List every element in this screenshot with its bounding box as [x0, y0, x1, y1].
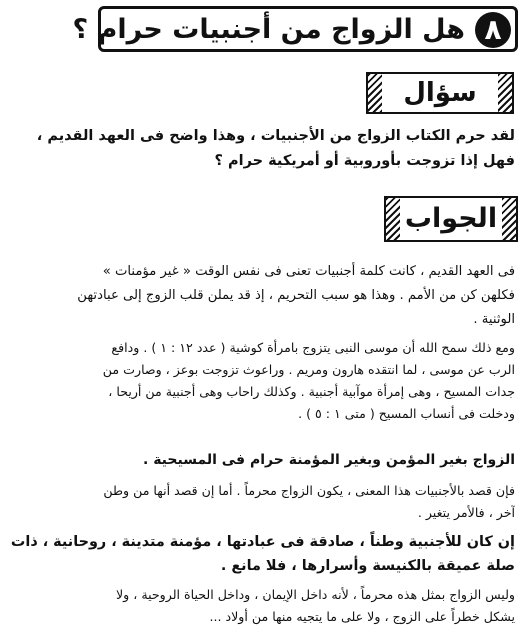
chapter-number-badge: ٨	[475, 12, 511, 48]
paragraph-line: الوثنية .	[473, 312, 515, 327]
paragraph-line: يشكل خطراً على الزوج ، ولا على ما يتجيه منها من أولاد ...	[209, 609, 515, 624]
answer-paragraph-emphasis	[5, 449, 515, 471]
paragraph-line: ومع ذلك سمح الله أن موسى النبى يتزوج بامرأة كوشية ( عدد ١٢ : ١ ) . ودافع	[111, 340, 515, 355]
hatch-decoration-left	[368, 74, 382, 112]
hatch-decoration-right	[498, 74, 512, 112]
paragraph-line: آخر ، فالأمر يتغير .	[417, 505, 515, 520]
paragraph-line: الرب عن موسى ، لما انتقده هارون ومريم . وراعوث تزوجت بوعز ، وصارت من	[102, 362, 515, 377]
question-line: فهل إذا تزوجت بأوروبية أو أمريكية حرام ؟	[214, 153, 515, 169]
answer-paragraph	[5, 260, 515, 332]
paragraph-line: الزواج بغير المؤمن وبغير المؤمنة حرام فى المسيحية .	[143, 452, 515, 468]
answer-paragraph	[5, 480, 515, 524]
paragraph-line: ودخلت فى أنساب المسيح ( متى ١ : ٥ ) .	[298, 406, 515, 421]
hatch-decoration-right	[502, 198, 516, 240]
paragraph-line: فى العهد القديم ، كانت كلمة أجنبيات تعنى فى نفس الوقت « غير مؤمنات »	[102, 264, 515, 279]
paragraph-line: جدات المسيح ، وهى إمرأة موآبية أجنبية . وكذلك راحاب وهى أجنبية من أريحا ،	[108, 384, 515, 399]
title-banner	[72, 6, 518, 52]
answer-paragraph	[5, 584, 515, 628]
paragraph-line: فإن قصد بالأجنبيات هذا المعنى ، يكون الزواج محرماً . أما إن قصد أنها من وطن	[103, 483, 515, 498]
paragraph-line: صلة عميقة بالكنيسة وأسرارها ، فلا مانع .	[220, 558, 515, 574]
paragraph-line: وليس الزواج بمثل هذه محرماً ، لأنه داخل الإيمان ، وداخل الحياة الروحية ، ولا	[116, 587, 515, 602]
paragraph-line: فكلهن كن من الأمم . وهذا هو سبب التحريم ، إذ قد يملن قلب الزوج إلى عبادتهن	[77, 288, 515, 303]
answer-heading: الجواب	[404, 203, 498, 234]
answer-heading-box	[384, 196, 518, 242]
page-title: هل الزواج من أجنبيات حرام ؟	[72, 14, 465, 45]
question-heading-box	[366, 72, 514, 114]
answer-paragraph-emphasis	[5, 530, 515, 578]
paragraph-line: إن كان للأجنبية وطناً ، صادقة فى عبادتها ، مؤمنة متدينة ، روحانية ، ذات	[10, 534, 515, 550]
answer-paragraph	[5, 337, 515, 425]
question-text	[5, 124, 515, 174]
question-line: لقد حرم الكتاب الزواج من الأجنبيات ، وهذا واضح فى العهد القديم ،	[36, 128, 515, 144]
question-heading: سؤال	[403, 78, 477, 108]
hatch-decoration-left	[386, 198, 400, 240]
